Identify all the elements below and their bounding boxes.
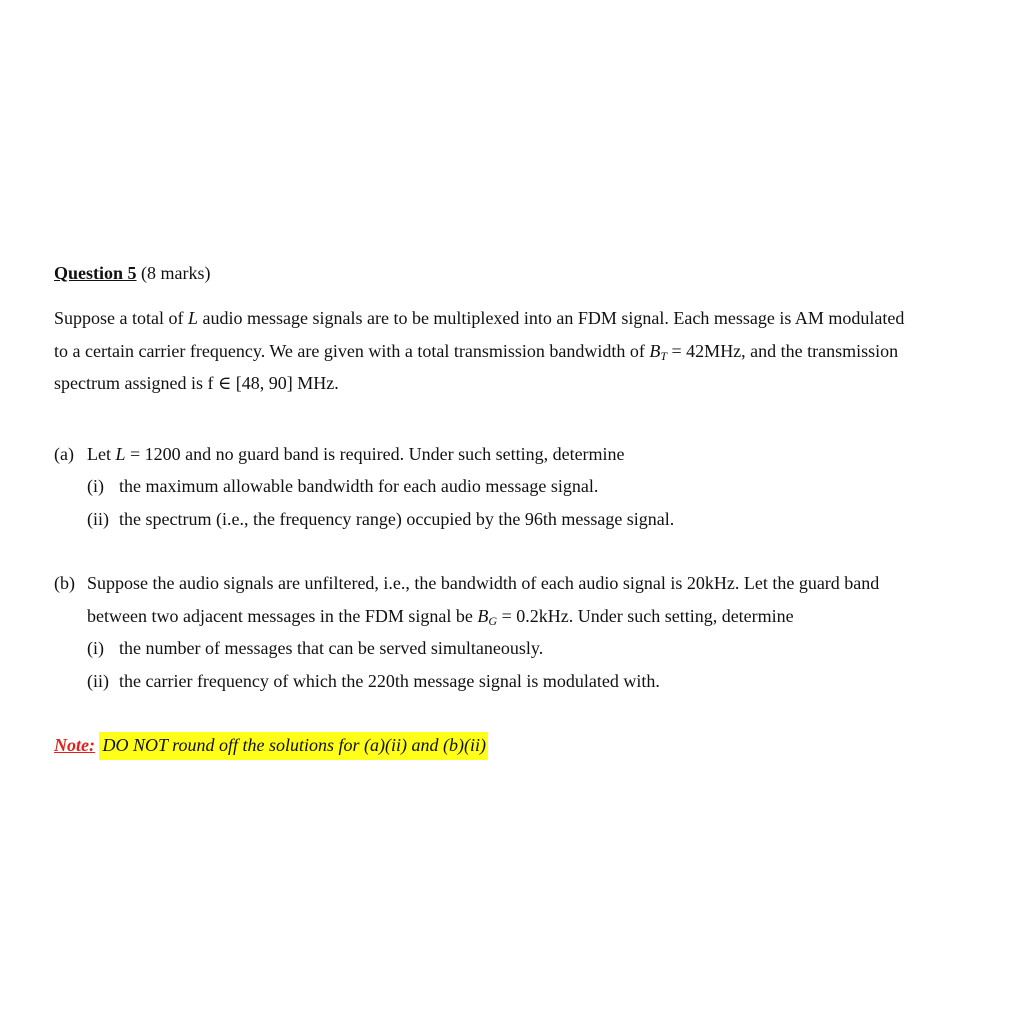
part-a-i-text: the maximum allowable bandwidth for each audio message signal. bbox=[119, 476, 599, 496]
intro-text: = 42MHz, and the transmission bbox=[667, 340, 899, 361]
part-a-i bbox=[54, 470, 1014, 503]
part-a-i-label: (i) bbox=[87, 476, 104, 496]
part-b-text-end: = 0.2kHz. Under such setting, determine bbox=[497, 605, 794, 626]
note-label: Note: bbox=[54, 735, 95, 755]
question-heading bbox=[54, 258, 1014, 288]
part-b-stem bbox=[54, 567, 1014, 600]
question-page bbox=[54, 258, 1014, 761]
part-a-text-start: Let bbox=[87, 443, 116, 464]
note bbox=[54, 729, 1014, 761]
part-b-i-label: (i) bbox=[87, 638, 104, 658]
part-b-text-start: between two adjacent messages in the FDM signal be bbox=[87, 605, 478, 626]
part-b-line-1: Suppose the audio signals are unfiltered, i.e., the bandwidth of each audio signal is 20kHz. Let the guard band bbox=[87, 573, 880, 593]
question-title: Question 5 bbox=[54, 263, 137, 283]
intro-line-2 bbox=[54, 335, 1014, 368]
part-a-ii-text: the spectrum (i.e., the frequency range) occupied by the 96th message signal. bbox=[119, 508, 675, 529]
part-b-ii-label: (ii) bbox=[87, 670, 109, 691]
variable-L: L bbox=[187, 308, 198, 328]
part-b-i-text: the number of messages that can be served simultaneously. bbox=[119, 638, 544, 658]
intro-line-1 bbox=[54, 302, 1014, 335]
part-a-text bbox=[87, 438, 625, 471]
subscript-T: T bbox=[660, 348, 668, 363]
part-a-ii-label: (ii) bbox=[87, 508, 109, 529]
question-marks: (8 marks) bbox=[141, 263, 211, 283]
part-b-label: (b) bbox=[54, 573, 75, 593]
part-a-stem bbox=[54, 438, 1014, 471]
part-b bbox=[54, 567, 1014, 697]
intro-text: audio message signals are to be multiplexed into an FDM signal. Each message is AM modulated bbox=[198, 308, 905, 328]
subscript-G: G bbox=[488, 613, 498, 628]
note-text: DO NOT round off the solutions for (a)(ii) and (b)(ii) bbox=[99, 732, 488, 760]
variable-B: B bbox=[477, 605, 489, 626]
part-a-ii bbox=[54, 503, 1014, 536]
part-b-ii-text: the carrier frequency of which the 220th message signal is modulated with. bbox=[119, 670, 660, 691]
part-a-label: (a) bbox=[54, 443, 74, 464]
part-b-ii bbox=[54, 665, 1014, 698]
variable-L: L bbox=[115, 443, 126, 464]
variable-B: B bbox=[649, 340, 661, 361]
intro-text: to a certain carrier frequency. We are given with a total transmission bandwidth of bbox=[54, 340, 650, 361]
question-intro bbox=[54, 302, 1014, 400]
intro-line-3: spectrum assigned is f ∈ [48, 90] MHz. bbox=[54, 373, 339, 393]
part-a-text-end: = 1200 and no guard band is required. Under such setting, determine bbox=[125, 443, 625, 464]
intro-text: Suppose a total of bbox=[54, 308, 188, 328]
part-b-line-2 bbox=[54, 600, 1014, 633]
part-a bbox=[54, 438, 1014, 536]
part-b-i bbox=[54, 632, 1014, 665]
